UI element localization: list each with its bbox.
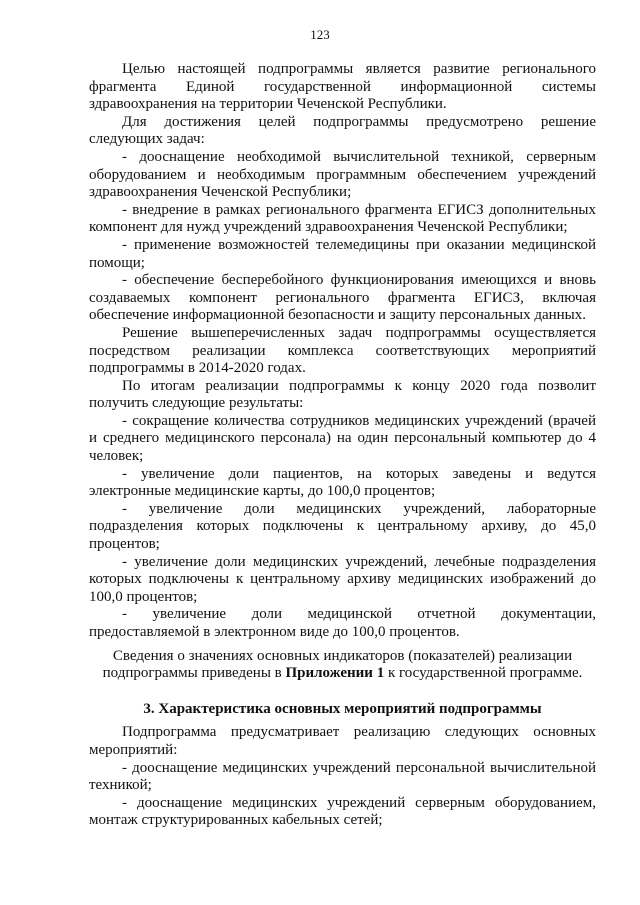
document-body bbox=[89, 61, 596, 830]
paragraph: Для достижения целей подпрограммы предусмотрено решение следующих задач: bbox=[89, 113, 596, 148]
list-item: - сокращение количества сотрудников медицинских учреждений (врачей и среднего медицинского персонала) на один персональный компьютер до 4 человек; bbox=[89, 412, 596, 465]
indicators-paragraph bbox=[89, 648, 596, 683]
list-item: - увеличение доли пациентов, на которых заведены и ведутся электронные медицинские карты, до 100,0 процентов; bbox=[89, 465, 596, 500]
paragraph: Подпрограмма предусматривает реализацию следующих основных мероприятий: bbox=[89, 724, 596, 758]
list-item: - увеличение доли медицинской отчетной документации, предоставляемой в электронном виде до 100,0 процентов. bbox=[89, 606, 596, 640]
paragraph: По итогам реализации подпрограммы к концу 2020 года позволит получить следующие результаты: bbox=[89, 377, 596, 412]
paragraph: Целью настоящей подпрограммы является развитие регионального фрагмента Единой государственной информационной системы здравоохранения на территории Чеченской Республики. bbox=[89, 61, 596, 113]
list-item: - обеспечение бесперебойного функционирования имеющихся и вновь создаваемых компонент регионального фрагмента ЕГИСЗ, включая обеспечение информационной безопасности и защиту персональных данных. bbox=[89, 272, 596, 324]
paragraph: Решение вышеперечисленных задач подпрограммы осуществляется посредством реализации комплекса соответствующих мероприятий подпрограммы в 2014-2020 годах. bbox=[89, 324, 596, 377]
indicators-text-start: Сведения о значениях основных индикаторов (показателей) реализации подпрограммы приведены в bbox=[102, 647, 573, 682]
list-item: - применение возможностей телемедицины при оказании медицинской помощи; bbox=[89, 236, 596, 271]
section-heading: 3. Характеристика основных мероприятий подпрограммы bbox=[143, 700, 542, 717]
list-item: - увеличение доли медицинских учреждений, лечебные подразделения которых подключены к центральному архиву медицинских изображений до 100,0 процентов; bbox=[89, 553, 596, 605]
list-item: - внедрение в рамках регионального фрагмента ЕГИСЗ дополнительных компонент для нужд учреждений здравоохранения Чеченской Республики; bbox=[89, 201, 596, 236]
appendix-reference: Приложении 1 bbox=[285, 665, 385, 682]
list-item: - увеличение доли медицинских учреждений, лабораторные подразделения которых подключены к центральному архиву, до 45,0 процентов; bbox=[89, 500, 596, 553]
page-number: 123 bbox=[310, 27, 330, 42]
indicators-text-end: к государственной программе. bbox=[384, 665, 583, 682]
list-item: - дооснащение медицинских учреждений персональной вычислительной техникой; bbox=[89, 759, 596, 794]
list-item: - дооснащение медицинских учреждений серверным оборудованием, монтаж структурированных кабельных сетей; bbox=[89, 794, 596, 829]
list-item: - дооснащение необходимой вычислительной техникой, серверным оборудованием и необходимым программным обеспечением учреждений здравоохранения Чеченской Республики; bbox=[89, 148, 596, 201]
